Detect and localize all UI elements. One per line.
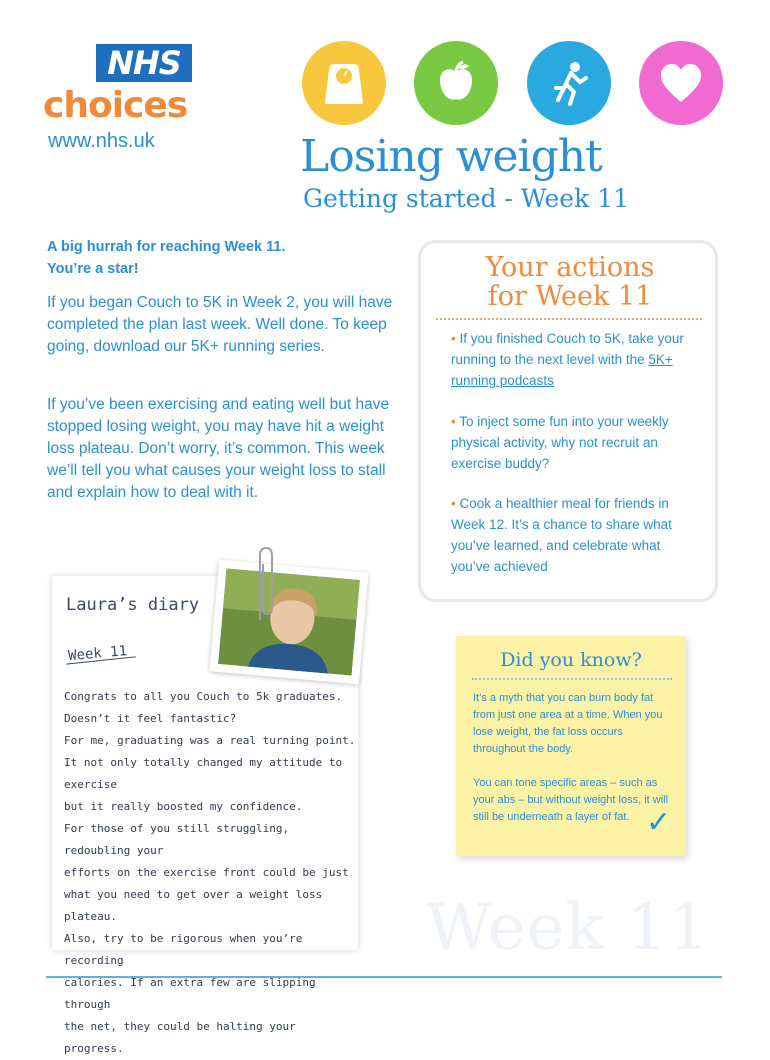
- diary-title: Laura’s diary: [66, 595, 200, 615]
- diary-line: efforts on the exercise front could be just: [64, 866, 349, 879]
- actions-title-line-2: for Week 11: [487, 281, 653, 312]
- action-item-1: [451, 328, 701, 391]
- scales-icon: [302, 41, 386, 125]
- diary-line: the net, they could be halting your progress.: [64, 1020, 296, 1055]
- actions-title: [432, 253, 708, 311]
- choices-logo-text: choices: [43, 85, 188, 126]
- diary-line: what you need to get over a weight loss plateau.: [64, 888, 323, 923]
- did-you-know-paragraph-1: It’s a myth that you can burn body fat from just one area at a time. When you lose weight, the fat loss occurs throughout the body.: [473, 692, 663, 755]
- diary-line: For those of you still struggling, redoubling your: [64, 822, 290, 857]
- apple-icon: [414, 41, 498, 125]
- diary-week: Week 11: [67, 643, 128, 665]
- did-you-know-paragraph-2: You can tone specific areas – such as your abs – but without weight loss, it will still be underneath a layer of fat.: [473, 777, 669, 823]
- page-subtitle: Getting started - Week 11: [303, 184, 629, 213]
- diary-line: Also, try to be rigorous when you’re recording: [64, 932, 303, 967]
- week-watermark: Week 11: [426, 891, 710, 965]
- intro-heading: [47, 236, 387, 280]
- bullet-icon: •: [451, 414, 456, 429]
- diary-entry: [64, 686, 358, 1060]
- intro-line-2: You’re a star!: [47, 261, 139, 277]
- action-item-3: [451, 493, 701, 577]
- intro-paragraph-2: If you’ve been exercising and eating well but have stopped losing weight, you may have hit a weight loss plateau. Don’t worry, it’s common. This week we’ll tell you what causes your weight loss to stall and explain how to deal with it.: [47, 396, 390, 501]
- action-item-2-text: To inject some fun into your weekly physical activity, why not recruit an exercise buddy?: [451, 414, 669, 471]
- footer-divider: [46, 976, 722, 978]
- runner-icon: [527, 41, 611, 125]
- did-you-know-divider: [472, 678, 672, 680]
- did-you-know-title: Did you know?: [500, 649, 642, 671]
- diary-line: Congrats to all you Couch to 5k graduates.: [64, 690, 343, 703]
- bullet-icon: •: [451, 496, 456, 511]
- bullet-icon: •: [451, 331, 456, 346]
- diary-line: but it really boosted my confidence.: [64, 800, 303, 813]
- website-url: www.nhs.uk: [48, 130, 155, 152]
- diary-line: It not only totally changed my attitude to exercise: [64, 756, 343, 791]
- diary-line: calories. If an extra few are slipping through: [64, 976, 316, 1011]
- nhs-logo: NHS: [96, 44, 192, 82]
- action-item-2: [451, 411, 701, 474]
- actions-divider: [436, 318, 702, 320]
- diary-line: For me, graduating was a real turning point.: [64, 734, 356, 747]
- action-item-3-text: Cook a healthier meal for friends in Week 12. It’s a chance to share what you’ve learned, and celebrate what you’ve achieved: [451, 496, 672, 574]
- intro-line-1: A big hurrah for reaching Week 11.: [47, 239, 286, 255]
- diary-line: Doesn’t it feel fantastic?: [64, 712, 237, 725]
- page-title: Losing weight: [300, 131, 602, 182]
- laura-photo: [209, 560, 368, 685]
- actions-title-line-1: Your actions: [485, 252, 655, 283]
- 5k-plus-podcasts-link[interactable]: 5K+ running podcasts: [451, 352, 673, 388]
- intro-paragraph-1: If you began Couch to 5K in Week 2, you will have completed the plan last week. Well done. To keep going, download our 5K+ running series.: [47, 294, 393, 355]
- action-item-1-text: If you finished Couch to 5K, take your running to the next level with the: [451, 331, 684, 367]
- heart-icon: [639, 41, 723, 125]
- checkmark-icon: ✓: [646, 805, 672, 840]
